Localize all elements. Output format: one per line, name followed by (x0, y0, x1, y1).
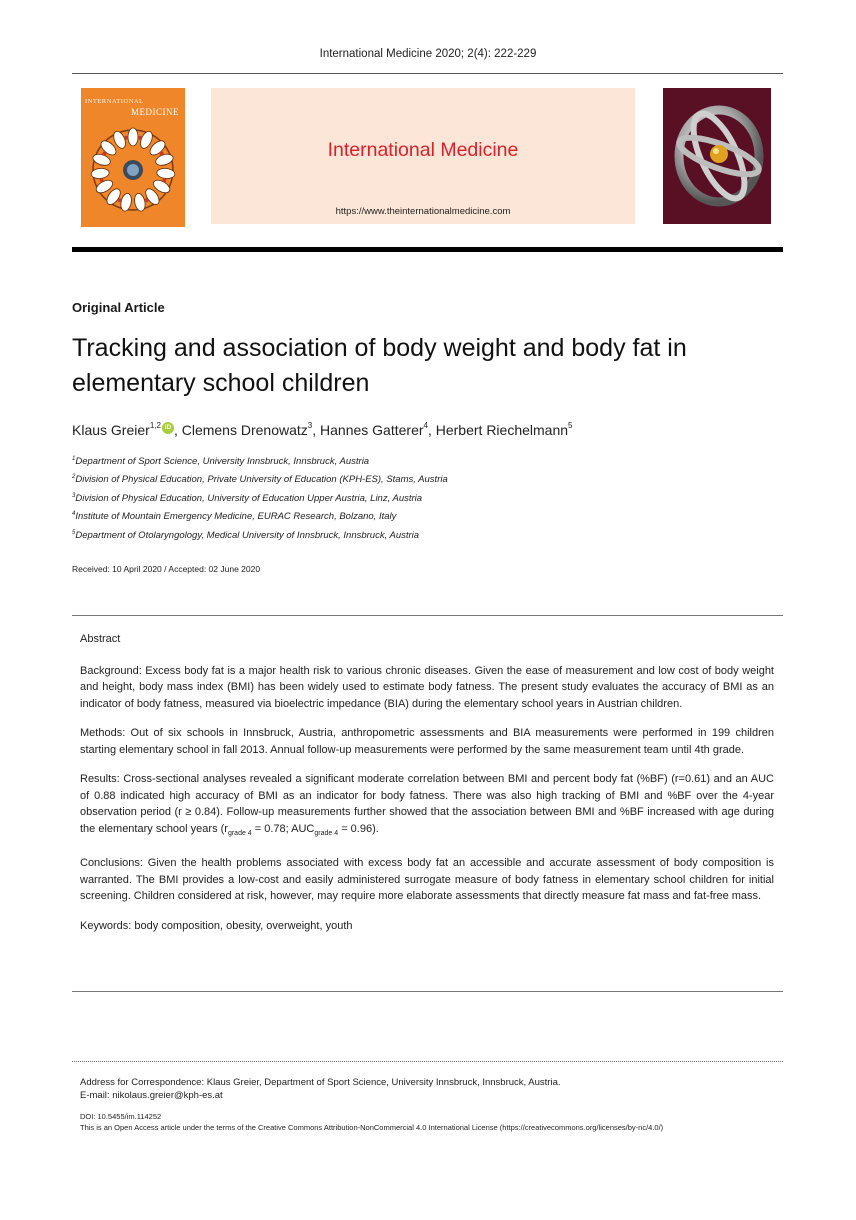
affiliation-marker: 2 (72, 474, 76, 481)
license-text: This is an Open Access article under the terms of the Creative Commons Attribution-NonCommercial 4.0 International License (https://creativecommons.org/licenses/by-nc/4.0/) (80, 1123, 664, 1132)
affiliation-item (72, 530, 448, 548)
cover-title-line2: MEDICINE (131, 107, 179, 117)
journal-website-link[interactable]: https://www.theinternationalmedicine.com (335, 206, 511, 217)
abstract-top-divider (72, 615, 783, 616)
results-text: = 0.96). (338, 822, 379, 835)
affiliation-marker: 4 (72, 511, 76, 518)
affiliation-text: Division of Physical Education, Private University of Education (KPH-ES), Stams, Austria (75, 474, 448, 486)
abstract-section (80, 631, 774, 947)
affiliation-text: Institute of Mountain Emergency Medicine, EURAC Research, Bolzano, Italy (75, 511, 397, 523)
author-affiliation-marker: 4 (423, 421, 428, 430)
armillary-sphere-image (663, 88, 771, 224)
banner-journal-name: International Medicine (327, 139, 519, 161)
journal-citation: International Medicine 2020; 2(4): 222-229 (319, 48, 537, 60)
results-subscript: grade 4 (314, 829, 339, 837)
journal-cover-image (81, 88, 185, 227)
affiliation-list (72, 456, 448, 548)
cover-wreath-graphic (81, 118, 185, 227)
author-list: Klaus Greier$^{1,2}$ iD , Clemens Drenowatz$^3$, Hannes Gatterer$^4$, Herbert Riechelmann$^5$ (72, 421, 573, 438)
cover-title-line1: INTERNATIONAL (85, 98, 144, 105)
abstract-background: Background: Excess body fat is a major health risk to various chronic diseases. Given the ease of measurement and low cost of body weight and height, body mass index (BMI) has been widely used to estimate body fatness. The present study evaluates the accuracy of BMI as an indicator of body fatness, measured via bioelectric impedance (BIA) during the elementary school years in Austrian children. (80, 664, 774, 710)
masthead-divider (72, 247, 783, 252)
author-name: Clemens Drenowatz (181, 422, 308, 438)
results-subscript: grade 4 (227, 829, 252, 837)
affiliation-text: Division of Physical Education, University of Education Upper Austria, Linz, Austria (75, 492, 423, 504)
journal-banner (211, 88, 635, 224)
author-name: Klaus Greier (72, 422, 150, 438)
header-divider (72, 73, 783, 74)
author-affiliation-marker: 3 (307, 421, 313, 430)
affiliation-marker: 1 (72, 456, 76, 462)
author-name: Hannes Gatterer (320, 422, 424, 438)
orcid-icon[interactable]: iD (162, 422, 174, 434)
affiliation-item (72, 456, 448, 474)
received-accepted-dates: Received: 10 April 2020 / Accepted: 02 June 2020 (72, 564, 261, 574)
abstract-bottom-divider (72, 991, 783, 992)
footer-divider (72, 1061, 783, 1062)
results-text: Results: Cross-sectional analyses revealed a significant moderate correlation between BMI and percent body fat (%BF) (r=0.61) and an AUC of 0.88 indicated high accuracy of BMI as an indicator for body fatness. There was also high tracking of BMI and %BF over the 4-year observation period (r ≥ 0.84). Follow-up measurements further showed that the association between BMI and %BF increased with age during the elementary school years (r (80, 773, 774, 835)
affiliation-item (72, 493, 448, 511)
article-type-label: Original Article (72, 300, 165, 315)
abstract-results (80, 771, 774, 842)
affiliation-text: Department of Sport Science, University Innsbruck, Innsbruck, Austria (75, 456, 370, 467)
results-text: = 0.78; AUC (251, 822, 315, 835)
doi-license-block (80, 1111, 663, 1133)
affiliation-item (72, 474, 448, 492)
author-affiliation-marker: 1,2 (149, 421, 161, 430)
affiliation-item (72, 511, 448, 529)
correspondence-block (80, 1076, 561, 1102)
author-affiliation-marker: 5 (568, 421, 573, 430)
abstract-methods: Methods: Out of six schools in Innsbruck, Austria, anthropometric assessments and BIA measurements were performed in 199 children starting elementary school in fall 2013. Annual follow-up measurements were performed by the same measurement team until 4th grade. (80, 727, 774, 756)
affiliation-marker: 5 (72, 529, 76, 536)
author-name: Herbert Riechelmann (435, 422, 569, 438)
correspondence-address: Address for Correspondence: Klaus Greier, Department of Sport Science, University Innsbruck, Innsbruck, Austria. (80, 1077, 561, 1088)
affiliation-marker: 3 (72, 492, 76, 499)
correspondence-email[interactable]: E-mail: nikolaus.greier@kph-es.at (80, 1090, 223, 1101)
abstract-keywords: Keywords: body composition, obesity, overweight, youth (80, 919, 353, 932)
article-title: Tracking and association of body weight and body fat in elementary school children (72, 334, 687, 397)
abstract-heading: Abstract (80, 633, 121, 645)
doi-text[interactable]: DOI: 10.5455/im.114252 (80, 1112, 162, 1121)
affiliation-text: Department of Otolaryngology, Medical University of Innsbruck, Innsbruck, Austria (75, 529, 420, 541)
abstract-conclusions: Conclusions: Given the health problems associated with excess body fat an accessible and accurate assessment of body composition is warranted. The BMI provides a low-cost and easily administered surrogate measure of body fatness in elementary school children for initial screening. Children considered at risk, however, may require more elaborate assessments that directly measure fat mass and fat-free mass. (80, 857, 774, 903)
